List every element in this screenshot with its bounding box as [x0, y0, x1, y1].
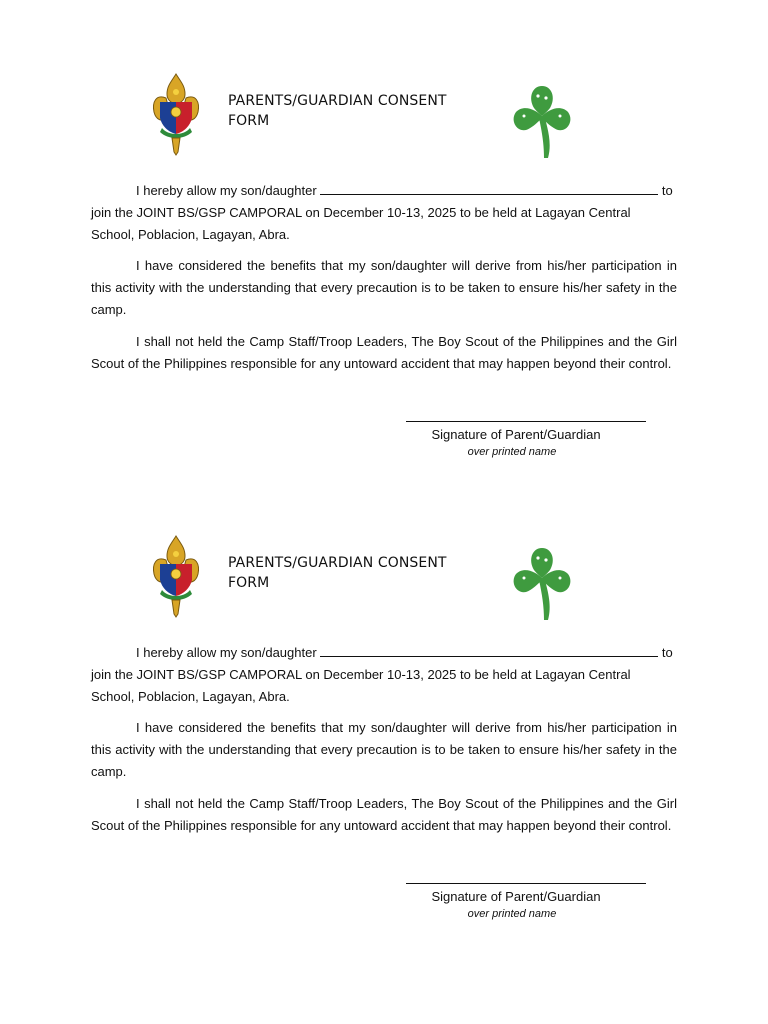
bsp-emblem-icon: [150, 72, 202, 156]
form-title: PARENTS/GUARDIAN CONSENT FORM: [228, 555, 447, 591]
camporal-text: to join the JOINT BS/GSP CAMPORAL on December 10-13, 2025 to be held at Lagayan Central School, Poblacion, Lagayan, Abra.: [91, 645, 673, 704]
camporal-text: to join the JOINT BS/GSP CAMPORAL on December 10-13, 2025 to be held at Lagayan Central School, Poblacion, Lagayan, Abra.: [91, 183, 673, 242]
allow-paragraph: [91, 642, 677, 707]
form-body: [91, 180, 677, 384]
signature-label: Signature of Parent/Guardian: [431, 427, 601, 442]
signature-line[interactable]: [406, 421, 646, 422]
form-title: PARENTS/GUARDIAN CONSENT FORM: [228, 93, 447, 129]
signature-label: Signature of Parent/Guardian: [431, 889, 601, 904]
signature-sublabel: over printed name: [467, 446, 557, 458]
signature-sublabel: over printed name: [467, 908, 557, 920]
bsp-emblem-icon: [150, 534, 202, 618]
benefits-paragraph: I have considered the benefits that my son/daughter will derive from his/her participation in this activity with the understanding that every precaution is to be taken to ensure his/her safety in the camp.: [91, 720, 677, 779]
allow-text: I hereby allow my son/daughter: [136, 645, 317, 660]
form-body: [91, 642, 677, 846]
signature-line[interactable]: [406, 883, 646, 884]
child-name-blank[interactable]: [320, 182, 658, 195]
gsp-trefoil-icon: [508, 544, 576, 622]
child-name-blank[interactable]: [320, 644, 658, 657]
liability-paragraph: I shall not held the Camp Staff/Troop Leaders, The Boy Scout of the Philippines and the Girl Scout of the Philippines responsible for any untoward accident that may happen beyond their control.: [91, 795, 677, 833]
liability-paragraph: I shall not held the Camp Staff/Troop Leaders, The Boy Scout of the Philippines and the Girl Scout of the Philippines responsible for any untoward accident that may happen beyond their control.: [91, 333, 677, 371]
benefits-paragraph: I have considered the benefits that my son/daughter will derive from his/her participation in this activity with the understanding that every precaution is to be taken to ensure his/her safety in the camp.: [91, 258, 677, 317]
consent-form-2: [0, 462, 768, 920]
gsp-trefoil-icon: [508, 82, 576, 160]
allow-text: I hereby allow my son/daughter: [136, 183, 317, 198]
allow-paragraph: [91, 180, 677, 245]
consent-form-1: [0, 0, 768, 458]
